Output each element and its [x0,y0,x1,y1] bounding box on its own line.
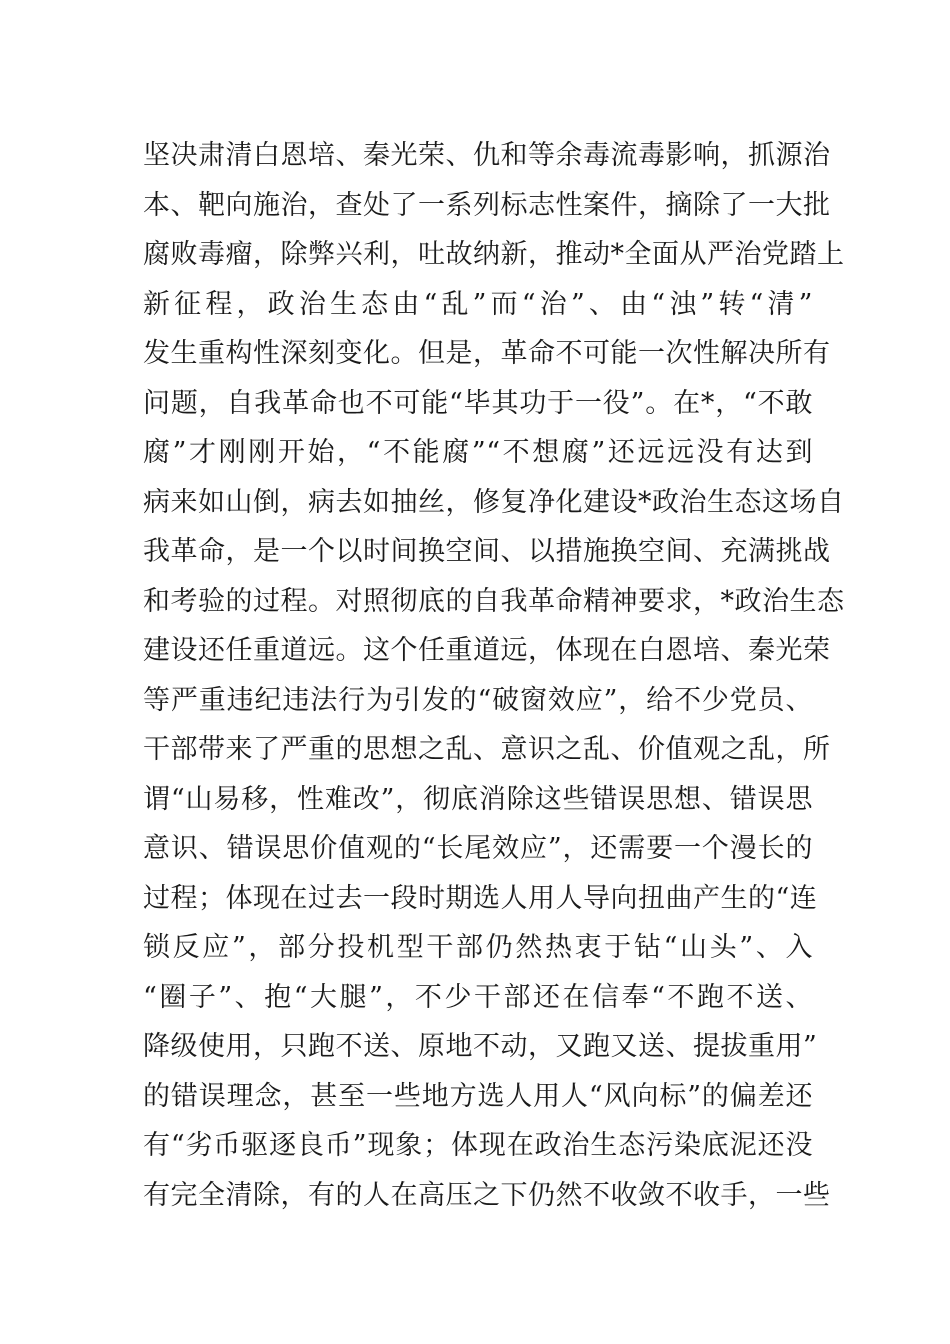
text-line: 锁反应”，部分投机型干部仍然热衷于钻“山头”、入 [143,932,813,963]
text-line: 有完全清除，有的人在高压之下仍然不收敛不收手，一些 [143,1179,831,1211]
text-line: 和考验的过程。对照彻底的自我革命精神要求，*政治生态 [143,585,845,617]
text-line: 建设还任重道远。这个任重道远，体现在白恩培、秦光荣 [143,635,831,666]
text-line: 腐败毒瘤，除弊兴利，吐故纳新，推动*全面从严治党踏上 [143,239,845,270]
text-line: 有“劣币驱逐良币”现象；体现在政治生态污染底泥还没 [143,1130,813,1161]
text-line: 问题，自我革命也不可能“毕其功于一役”。在*，“不敢 [143,387,813,419]
text-line: 干部带来了严重的思想之乱、意识之乱、价值观之乱，所 [143,734,831,765]
text-line: 腐”才刚刚开始，“不能腐”“不想腐”还远远没有达到 [143,437,813,468]
text-line: 我革命，是一个以时间换空间、以措施换空间、充满挑战 [143,536,831,567]
text-line: 新征程，政治生态由“乱”而“治”、由“浊”转“清” [143,288,813,320]
text-line: 本、靶向施治，查处了一系列标志性案件，摘除了一大批 [143,189,831,221]
text-line: 病来如山倒，病去如抽丝，修复净化建设*政治生态这场自 [143,486,845,518]
body-text [143,131,845,1220]
text-line: 的错误理念，甚至一些地方选人用人“风向标”的偏差还 [143,1080,813,1112]
text-line: 降级使用，只跑不送、原地不动，又跑又送、提拔重用” [143,1031,818,1062]
text-line: 等严重违纪违法行为引发的“破窗效应”，给不少党员、 [143,684,813,716]
text-line: “圈子”、抱“大腿”，不少干部还在信奉“不跑不送、 [143,981,813,1013]
text-line: 过程；体现在过去一段时期选人用人导向扭曲产生的“连 [143,882,818,914]
text-line: 谓“山易移，性难改”，彻底消除这些错误思想、错误思 [143,783,813,815]
text-line: 意识、错误思价值观的“长尾效应”，还需要一个漫长的 [143,833,813,864]
text-line: 发生重构性深刻变化。但是，革命不可能一次性解决所有 [143,338,831,369]
text-line: 坚决肃清白恩培、秦光荣、仇和等余毒流毒影响，抓源治 [143,140,831,171]
